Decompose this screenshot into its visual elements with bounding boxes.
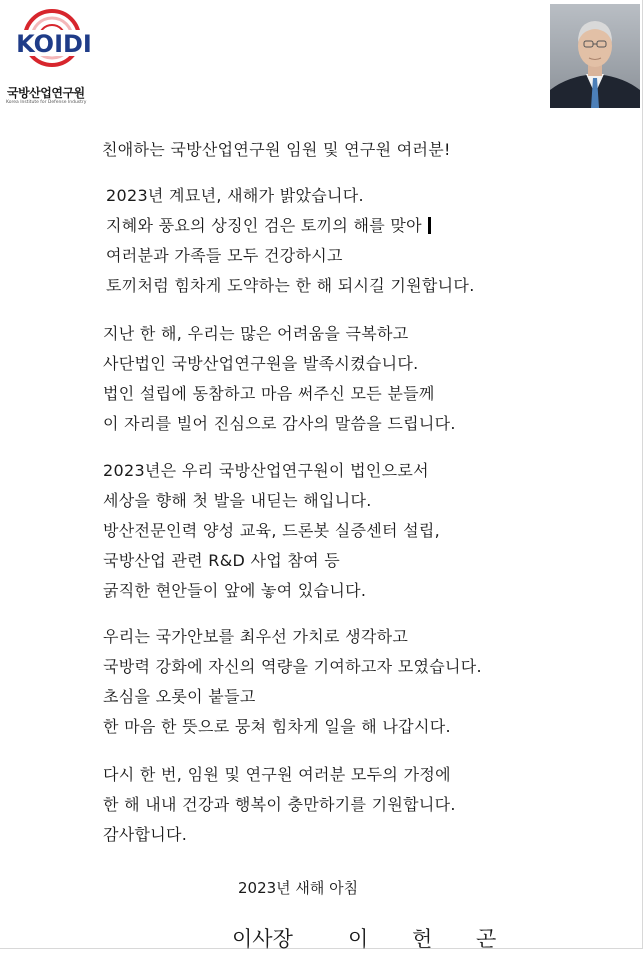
letter-line: 굵직한 현안들이 앞에 놓여 있습니다.: [103, 581, 367, 600]
logo-emblem: [12, 8, 96, 82]
letter-line: 2023년은 우리 국방산업연구원이 법인으로서: [103, 461, 429, 480]
logo-wordmark: KOIDI: [16, 30, 92, 58]
signature-name-char: 곤: [476, 927, 497, 951]
signature-title: 이사장: [232, 927, 293, 951]
text-cursor: [428, 217, 431, 234]
letter-line: 국방산업 관련 R&D 사업 참여 등: [103, 551, 341, 570]
org-logo: [6, 8, 106, 108]
letter-salutation: 친애하는 국방산업연구원 임원 및 연구원 여러분!: [102, 140, 451, 159]
signature-name-char: 헌: [412, 927, 433, 951]
letter-line: 감사합니다.: [103, 825, 188, 844]
letter-line: 법인 설립에 동참하고 마음 써주신 모든 분들께: [103, 384, 435, 403]
logo-org-name: 국방산업연구원: [7, 86, 85, 100]
letter-line: 2023년 계묘년, 새해가 밝았습니다.: [106, 186, 364, 205]
letter-line: 이 자리를 빌어 진심으로 감사의 말씀을 드립니다.: [103, 414, 456, 433]
letter-date: 2023년 새해 아침: [238, 879, 359, 897]
letter-line: 사단법인 국방산업연구원을 발족시켰습니다.: [103, 354, 419, 373]
letter-line: 여러분과 가족들 모두 건강하시고: [106, 246, 343, 265]
letter-line: 초심을 오롯이 붙들고: [103, 687, 256, 706]
letter-line: 세상을 향해 첫 발을 내딛는 해입니다.: [103, 491, 372, 510]
portrait-photo: [550, 4, 640, 108]
letter-line: 한 해 내내 건강과 행복이 충만하기를 기원합니다.: [103, 795, 456, 814]
letter-line: 다시 한 번, 임원 및 연구원 여러분 모두의 가정에: [103, 765, 451, 784]
letter-line: 지혜와 풍요의 상징인 검은 토끼의 해를 맞아: [106, 213, 431, 236]
letter-line: 국방력 강화에 자신의 역량을 기여하고자 모였습니다.: [103, 657, 482, 676]
letter-line: 방산전문인력 양성 교육, 드론봇 실증센터 설립,: [103, 521, 441, 540]
logo-org-name-en: Korea Institute for Defense Industry: [6, 100, 87, 105]
letter-line: 지난 한 해, 우리는 많은 어려움을 극복하고: [103, 324, 409, 343]
letter-line: 한 마음 한 뜻으로 뭉쳐 힘차게 일을 해 나갑시다.: [103, 717, 451, 736]
letter-line: 우리는 국가안보를 최우선 가치로 생각하고: [103, 627, 409, 646]
signature-name-char: 이: [348, 927, 369, 951]
letter-line: 토끼처럼 힘차게 도약하는 한 해 되시길 기원합니다.: [106, 276, 475, 295]
